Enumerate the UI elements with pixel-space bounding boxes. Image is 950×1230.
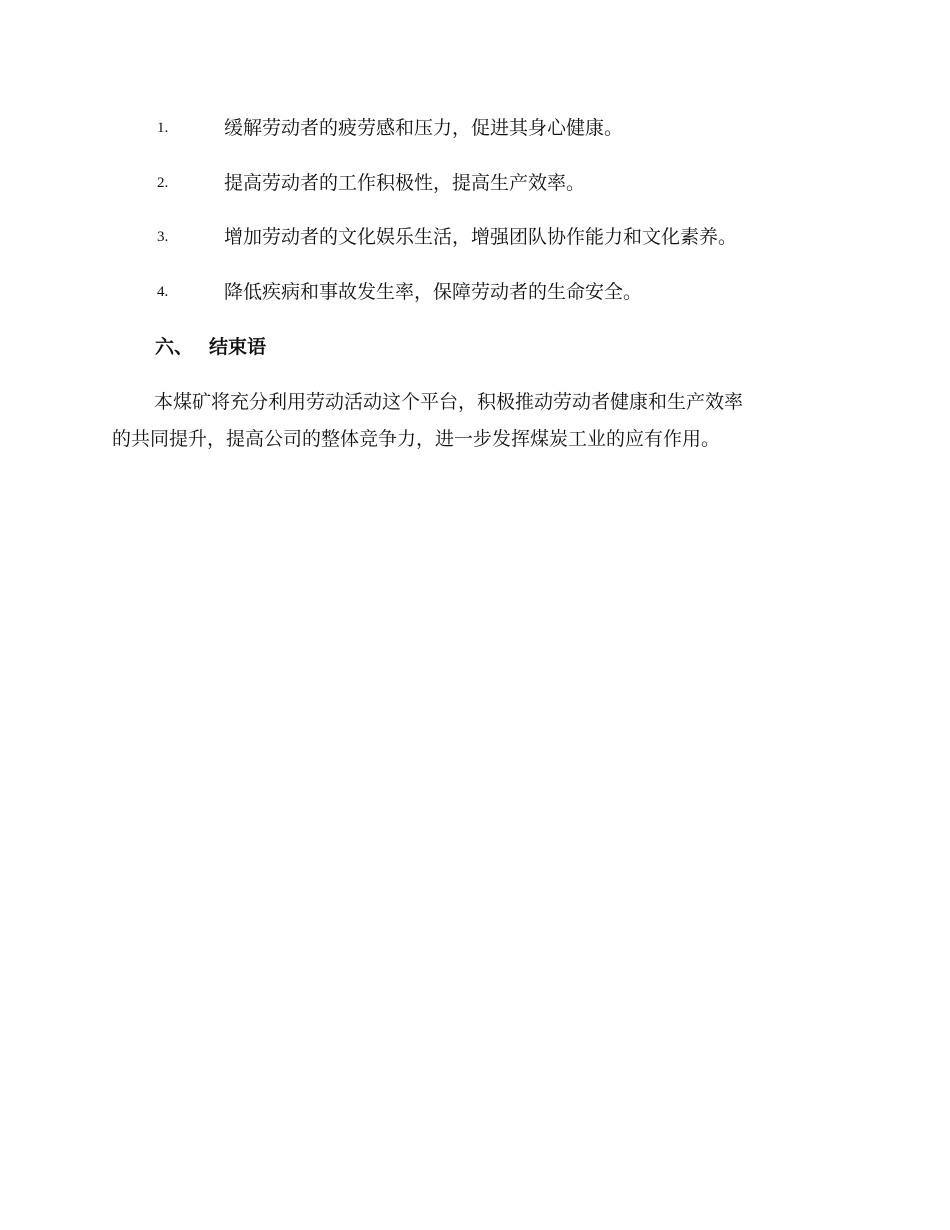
section-title: 结束语 bbox=[209, 336, 267, 358]
paragraph-line: 的共同提升，提高公司的整体竞争力，进一步发挥煤炭工业的应有作用。 bbox=[112, 428, 721, 450]
list-text: 降低疾病和事故发生率，保障劳动者的生命安全。 bbox=[224, 281, 643, 303]
list-text: 增加劳动者的文化娱乐生活，增强团队协作能力和文化素养。 bbox=[224, 226, 738, 248]
list-item bbox=[0, 277, 950, 307]
section-heading bbox=[155, 332, 266, 362]
list-number: 4. bbox=[157, 284, 169, 300]
list-number: 2. bbox=[157, 175, 169, 191]
list-item bbox=[0, 113, 950, 143]
list-text: 缓解劳动者的疲劳感和压力，促进其身心健康。 bbox=[224, 117, 624, 139]
list-number: 3. bbox=[157, 229, 169, 245]
list-text: 提高劳动者的工作积极性，提高生产效率。 bbox=[224, 172, 586, 194]
conclusion-paragraph bbox=[112, 384, 842, 458]
section-number: 六、 bbox=[155, 336, 194, 358]
list-item bbox=[0, 222, 950, 252]
list-item bbox=[0, 168, 950, 198]
list-number: 1. bbox=[157, 120, 169, 136]
paragraph-line: 本煤矿将充分利用劳动活动这个平台，积极推动劳动者健康和生产效率 bbox=[154, 391, 744, 413]
